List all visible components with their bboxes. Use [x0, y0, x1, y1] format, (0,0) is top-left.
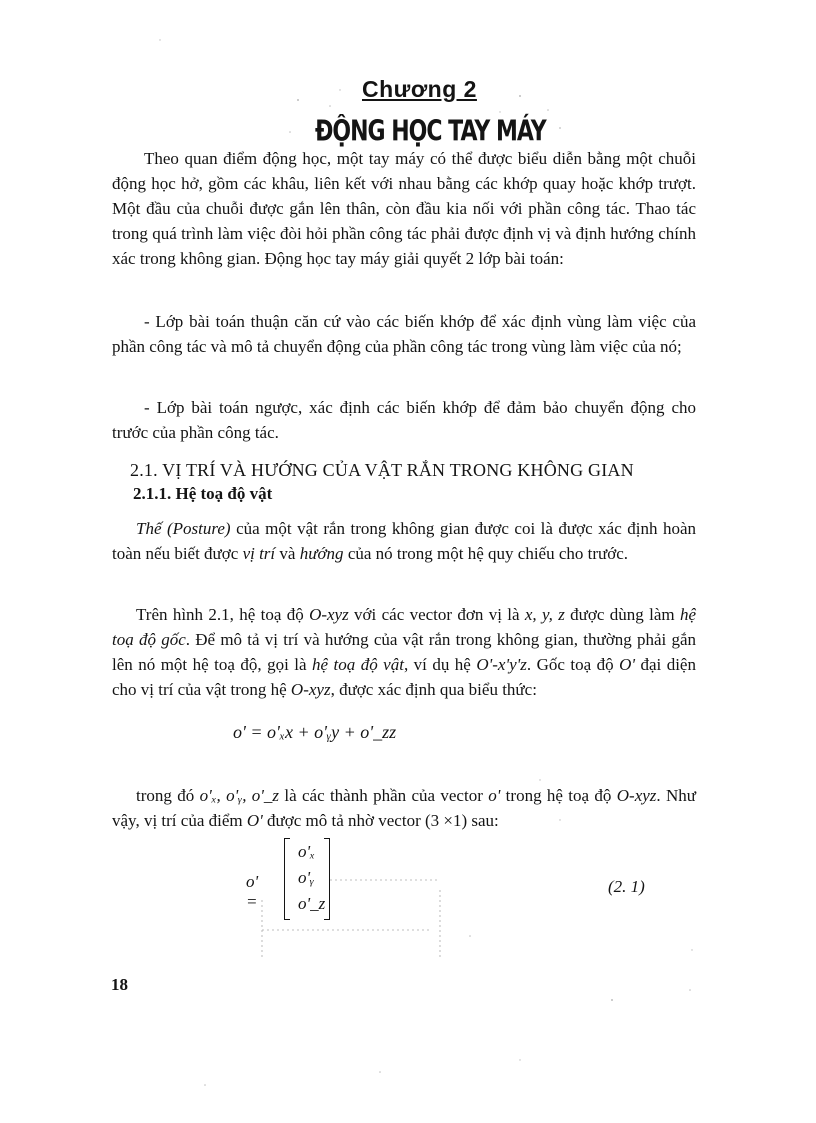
- origin-term: O': [619, 655, 636, 674]
- where-text-2: là các thành phần của vector: [279, 786, 489, 805]
- where-text-1: trong đó: [136, 786, 200, 805]
- point-term: O': [246, 811, 263, 830]
- posture-text-1: của một vật rắn trong không gian được coi là được xác định hoàn toàn nếu biết được: [112, 519, 697, 563]
- matrix-lhs: o' =: [246, 872, 259, 911]
- matrix-row: o'ᵧ: [298, 868, 315, 887]
- matrix-brackets: [284, 838, 330, 920]
- frame2-term: O'-x'y'z: [476, 655, 527, 674]
- vector-term: o': [488, 786, 501, 805]
- where-paragraph: [112, 783, 696, 833]
- fig-text-8: , được xác định qua biểu thức:: [330, 680, 537, 699]
- chapter-label: Chương 2: [362, 76, 477, 102]
- intro-paragraph: [112, 146, 696, 271]
- intro-text: Theo quan điểm động học, một tay máy có thể được biểu diễn bằng một chuỗi động học hở, gồm các khâu, liên kết với nhau bằng các khớp quay hoặc khớp trượt. Một đầu của chuỗi được gắn lên thân, còn đầu kia nối với phần công tác. Thao tác trong quá trình làm việc đòi hỏi phần công tác phải được định vị và định hướng chính xác trong không gian. Động học tay máy giải quyết 2 lớp bài toán:: [112, 149, 696, 268]
- fig-text-1: Trên hình 2.1, hệ toạ độ: [136, 605, 310, 624]
- bullet-inverse-text: - Lớp bài toán ngược, xác định các biến khớp để đảm bảo chuyển động cho trước của phần công tác.: [112, 398, 696, 442]
- equation-number: (2. 1): [608, 877, 645, 896]
- bullet-forward-text: - Lớp bài toán thuận căn cứ vào các biến khớp để xác định vùng làm việc của phần công tác và mô tả chuyển động của phần công tác trong vùng làm việc của nó;: [112, 312, 696, 356]
- chapter-title: ĐỘNG HỌC TAY MÁY: [315, 116, 546, 149]
- fig-text-2: với các vector đơn vị là: [348, 605, 525, 624]
- object-frame-term: hệ toạ độ vật: [312, 655, 404, 674]
- fig-text-7: đại diện cho vị trí của vật trong hệ: [112, 655, 696, 699]
- section-heading: 2.1. VỊ TRÍ VÀ HƯỚNG CỦA VẬT RẮN TRONG KHÔNG GIAN: [130, 460, 634, 480]
- figure-paragraph: [112, 602, 696, 702]
- unit-vectors: x, y, z: [524, 605, 565, 624]
- position-formula: o' = o'ₓx + o'ᵧy + o'_zz: [233, 722, 397, 742]
- posture-text-2: và: [275, 544, 300, 563]
- fig-text-3: được dùng làm: [564, 605, 680, 624]
- matrix-row: o'ₓ: [298, 842, 315, 861]
- fig-text-6: . Gốc toạ độ: [526, 655, 620, 674]
- bullet-inverse-problem: [112, 395, 696, 445]
- frame-term: O-xyz: [309, 605, 349, 624]
- where-text-4: . Như vậy, vị trí của điểm: [112, 786, 696, 830]
- base-frame-term: hệ toạ độ gốc: [112, 605, 696, 649]
- page-number: 18: [111, 975, 128, 994]
- fig-text-4: . Để mô tả vị trí và hướng của vật rắn trong không gian, thường phải gắn lên nó một hệ toạ độ, gọi là: [112, 630, 696, 674]
- posture-text-3: của nó trong một hệ quy chiếu cho trước.: [343, 544, 629, 563]
- posture-term: Thế (Posture): [136, 519, 231, 538]
- components-term: o'ₓ, o'ᵧ, o'_z: [199, 786, 280, 805]
- position-term: vị trí: [242, 544, 276, 563]
- frame3-term: O-xyz: [290, 680, 331, 699]
- where-text-3: trong hệ toạ độ: [500, 786, 617, 805]
- bullet-forward-problem: [112, 309, 696, 359]
- fig-text-5: , ví dụ hệ: [403, 655, 477, 674]
- matrix-row: o'_z: [298, 894, 326, 913]
- subsection-heading: 2.1.1. Hệ toạ độ vật: [133, 484, 273, 503]
- posture-paragraph: [112, 516, 696, 566]
- frame-term-2: O-xyz: [616, 786, 657, 805]
- where-text-5: được mô tả nhờ vector (3 ×1) sau:: [262, 811, 499, 830]
- orientation-term: hướng: [299, 544, 344, 563]
